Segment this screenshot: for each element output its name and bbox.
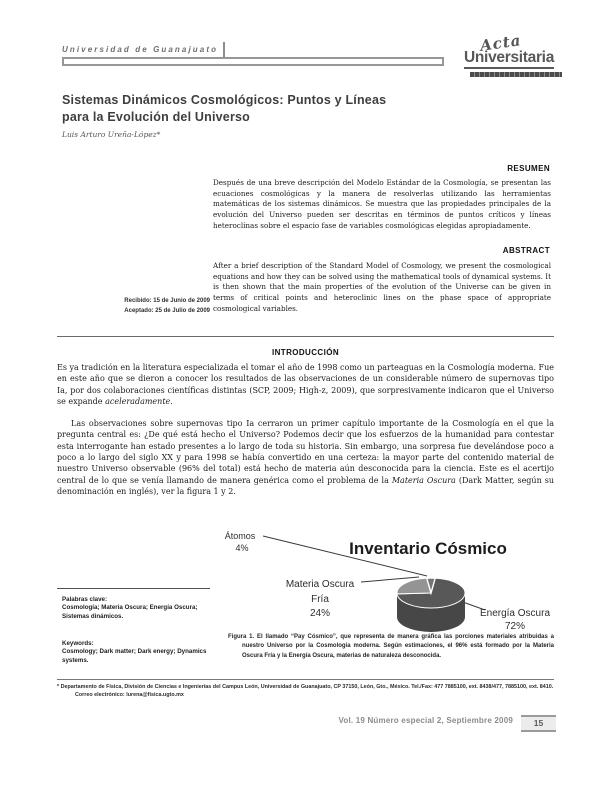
footnote-rule bbox=[57, 679, 554, 680]
intro-p2-italic: Materia Oscura bbox=[391, 475, 456, 485]
affiliation-footnote: * Departamento de Física, División de Ciencias e Ingenierías del Campus León, Universidad de Guanajuato, CP 37150, León, Gto., México. Tel./Fax: 477 7885100, ext. 8438/477, 7885100, ext. 8410. Correo electrónico: lurena@fisica.ugto.mx bbox=[57, 684, 554, 699]
dark-matter-label-line1: Materia Oscura bbox=[285, 579, 355, 590]
keywords-heading: Keywords: bbox=[62, 640, 94, 647]
logo-journal-name: Universitaria bbox=[464, 49, 554, 69]
author-name: Luis Arturo Ureña-López* bbox=[62, 130, 161, 139]
intro-paragraph-2 bbox=[57, 418, 554, 498]
resumen-heading: RESUMEN bbox=[507, 164, 550, 173]
intro-p2-text2: (Dark Matter, según su denominación en inglés), ver la figura 1 y 2. bbox=[57, 475, 554, 497]
keywords-body: Cosmology; Dark matter; Dark energy; Dynamics systems. bbox=[62, 648, 207, 664]
logo-script-acta: Acta bbox=[478, 31, 523, 55]
dark-matter-label-line2: Fría bbox=[311, 594, 329, 605]
section-divider-rule bbox=[57, 336, 554, 337]
figure-1-label: Figura 1. bbox=[228, 634, 255, 640]
received-date: Recibido: 15 de Junio de 2009 bbox=[124, 298, 210, 304]
pie-slice-cold-dark-matter bbox=[397, 578, 431, 594]
pie-group bbox=[397, 578, 465, 632]
chart-title: Inventario Cósmico bbox=[349, 539, 507, 558]
atoms-label: Átomos bbox=[224, 531, 256, 541]
abstract-body: After a brief description of the Standard Model of Cosmology, we present the cosmological equations and how they can be solved using the mathematical tools of dynamical systems. It is then shown that the main properties of the evolution of the Universe can be given in terms of critical points and heteroclinic lines on the phase space of appropriate cosmological variables. bbox=[213, 261, 551, 313]
dark-matter-value: 24% bbox=[309, 608, 331, 619]
submission-dates bbox=[70, 297, 210, 316]
figure-1-caption bbox=[228, 633, 554, 661]
dark-energy-value: 72% bbox=[504, 621, 526, 632]
intro-paragraph-1 bbox=[57, 362, 554, 407]
intro-p1-italic: aceleradamente. bbox=[105, 397, 173, 407]
accepted-date: Aceptado: 25 de Julio de 2009 bbox=[124, 307, 210, 314]
page-number-badge: 15 bbox=[521, 715, 556, 732]
introduction-heading: INTRODUCCIÓN bbox=[271, 348, 340, 357]
figure-1-caption-text: El llamado “Pay Cósmico”, que representa de manera gráfica las porciones materiales atribuidas a nuestro Universo por la Cosmología moderna. Según estimaciones, el 96% está formado por la Materia Oscura Fría y la Energía Oscura, materias de naturaleza desconocida. bbox=[242, 634, 554, 659]
palabras-clave-body: Cosmología; Materia Oscura; Energía Oscura; Sistemas dinámicos. bbox=[62, 604, 198, 620]
dark-energy-label: Energía Oscura bbox=[479, 608, 551, 619]
intro-p1-text: Es ya tradición en la literatura especializada el tomar el año de 1998 como un parteaguas en la Cosmología moderna. Fue en este año que se dieron a conocer los resultados de las observaciones de un considerable número de supernovas tipo Ia, por dos colaboraciones científicas distintas (SCP, 2009; High-z, 2009), que sorpresivamente indicaron que el Universo se expande bbox=[57, 363, 554, 407]
acta-universitaria-logo bbox=[460, 31, 562, 82]
header-rule-bar bbox=[62, 57, 444, 66]
university-name: Universidad de Guanajuato bbox=[62, 45, 219, 54]
journal-banner-bar bbox=[470, 72, 562, 77]
keywords-rule bbox=[57, 588, 210, 589]
footer-volume-info: Vol. 19 Número especial 2, Septiembre 2009 bbox=[338, 716, 513, 725]
abstract-heading: ABSTRACT bbox=[502, 246, 550, 255]
resumen-body: Después de una breve descripción del Modelo Estándar de la Cosmología, se presentan las ecuaciones cosmológicas y la manera de resolverlas utilizando las herramientas matemáticas de los sistemas dinámicos. Se muestra que las propiedades principales de la evolución del Universo pueden ser descritas en términos de puntos críticos y líneas heteroclínas sobre el espacio fase de variables cosmológicas elegidas apropiadamente. bbox=[213, 178, 551, 230]
palabras-clave-heading: Palabras clave: bbox=[62, 596, 108, 603]
atoms-value: 4% bbox=[235, 543, 249, 553]
intro-p2-text1: Las observaciones sobre supernovas tipo Ia cerraron un primer capítulo importante de la Cosmología en el que la pregunta central es: ¿De qué está hecho el Universo? Podemos decir que los esfuerzos de la humanidad para contestar esta interrogante han estado presentes a lo largo de toda su historia. Sin embargo, una sorpresa fue develándose poco a poco a lo largo del siglo XX y para 1998 se había convertido en una certeza: la mayor parte del contenido material de nuestro Universo observable (96% del total) está hecho de materia aún desconocida para la ciencia. Este es el acertijo central de lo que se venía llamando de manera genérica como el problema de la bbox=[57, 419, 554, 485]
page-title: Sistemas Dinámicos Cosmológicos: Puntos y Líneas para la Evolución del Universo bbox=[62, 93, 387, 124]
